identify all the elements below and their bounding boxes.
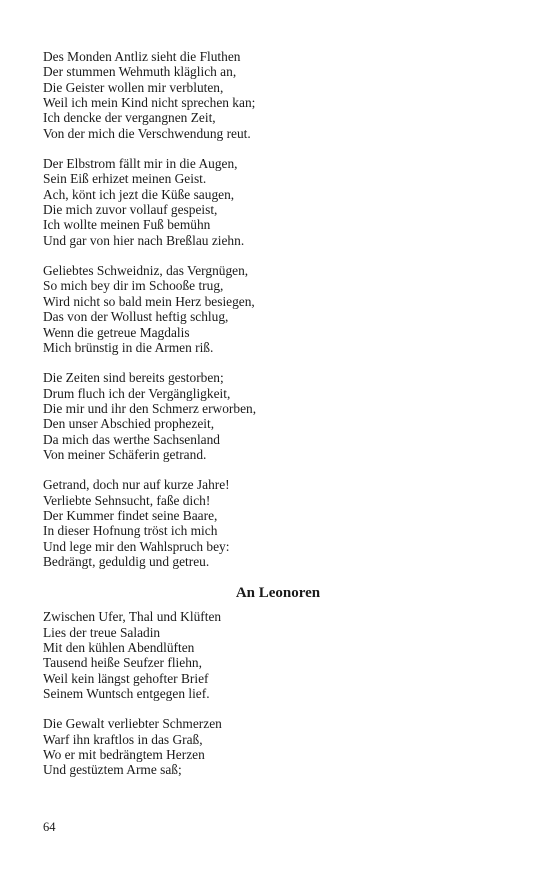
verse-line: Die Gewalt verliebter Schmerzen xyxy=(43,716,222,732)
poem-one-stanza-4 xyxy=(43,370,513,462)
verse-line: Der Kummer findet seine Baare, xyxy=(43,507,218,523)
poem-one-stanza-1 xyxy=(43,49,513,141)
poem-one-stanza-5 xyxy=(43,477,513,569)
verse-line: Warf ihn kraftlos in das Graß, xyxy=(43,731,203,747)
verse-line: Der stummen Wehmuth kläglich an, xyxy=(43,64,237,80)
verse-line: Die Geister wollen mir verbluten, xyxy=(43,79,224,95)
poem-title: An Leonoren xyxy=(235,585,321,602)
verse-line: Und gar von hier nach Breßlau ziehn. xyxy=(43,232,245,248)
poem-two-stanza-1 xyxy=(43,609,513,701)
verse-line: Das von der Wollust heftig schlug, xyxy=(43,309,229,325)
verse-line: Der Elbstrom fällt mir in die Augen, xyxy=(43,156,238,172)
verse-line: Von meiner Schäferin getrand. xyxy=(43,446,207,462)
verse-line: Drum fluch ich der Vergängligkeit, xyxy=(43,385,231,401)
verse-line: Mit den kühlen Abendlüften xyxy=(43,640,195,655)
verse-line: Ich wollte meinen Fuß bemühn xyxy=(43,217,211,233)
poem-one-stanza-2 xyxy=(43,156,513,248)
page-number: 64 xyxy=(43,820,56,834)
verse-line: Mich brünstig in die Armen riß. xyxy=(43,339,214,355)
verse-line: Ach, könt ich jezt die Küße saugen, xyxy=(43,186,235,202)
verse-line: Lies der treue Saladin xyxy=(43,624,161,640)
poem-two xyxy=(43,584,513,777)
verse-line: Da mich das werthe Sachsenland xyxy=(43,431,220,447)
verse-line: Zwischen Ufer, Thal und Klüften xyxy=(43,609,222,625)
poem-one xyxy=(43,49,513,569)
verse-line: Weil kein längst gehofter Brief xyxy=(43,670,209,686)
poem-one-stanza-3 xyxy=(43,263,513,355)
verse-line: In dieser Hofnung tröst ich mich xyxy=(43,523,218,539)
verse-line: Die Zeiten sind bereits gestorben; xyxy=(43,370,224,386)
verse-line: Die mir und ihr den Schmerz erworben, xyxy=(43,400,257,416)
verse-line: Wenn die getreue Magdalis xyxy=(43,324,190,340)
verse-line: Sein Eiß erhizet meinen Geist. xyxy=(43,171,207,187)
verse-line: Bedrängt, geduldig und getreu. xyxy=(43,553,210,569)
verse-line: Geliebtes Schweidniz, das Vergnügen, xyxy=(43,263,249,279)
verse-line: Die mich zuvor vollauf gespeist, xyxy=(43,202,218,218)
verse-line: Und gestüztem Arme saß; xyxy=(43,762,182,778)
verse-line: Tausend heiße Seufzer fliehn, xyxy=(43,655,202,671)
verse-line: Des Monden Antliz sieht die Fluthen xyxy=(43,49,241,64)
verse-line: Wird nicht so bald mein Herz besiegen, xyxy=(43,293,255,309)
verse-line: Den unser Abschied prophezeit, xyxy=(43,416,215,432)
verse-line: Verliebte Sehnsucht, faße dich! xyxy=(43,492,211,508)
page-text xyxy=(43,49,513,793)
verse-line: Getrand, doch nur auf kurze Jahre! xyxy=(43,477,230,493)
verse-line: Von der mich die Verschwendung reut. xyxy=(43,125,251,141)
verse-line: So mich bey dir im Schooße trug, xyxy=(43,278,224,294)
verse-line: Seinem Wuntsch entgegen lief. xyxy=(43,686,210,702)
verse-line: Wo er mit bedrängtem Herzen xyxy=(43,747,205,763)
poem-two-stanza-2 xyxy=(43,716,513,777)
verse-line: Ich dencke der vergangnen Zeit, xyxy=(43,110,216,126)
verse-line: Und lege mir den Wahlspruch bey: xyxy=(43,538,230,554)
verse-line: Weil ich mein Kind nicht sprechen kan; xyxy=(43,95,256,111)
